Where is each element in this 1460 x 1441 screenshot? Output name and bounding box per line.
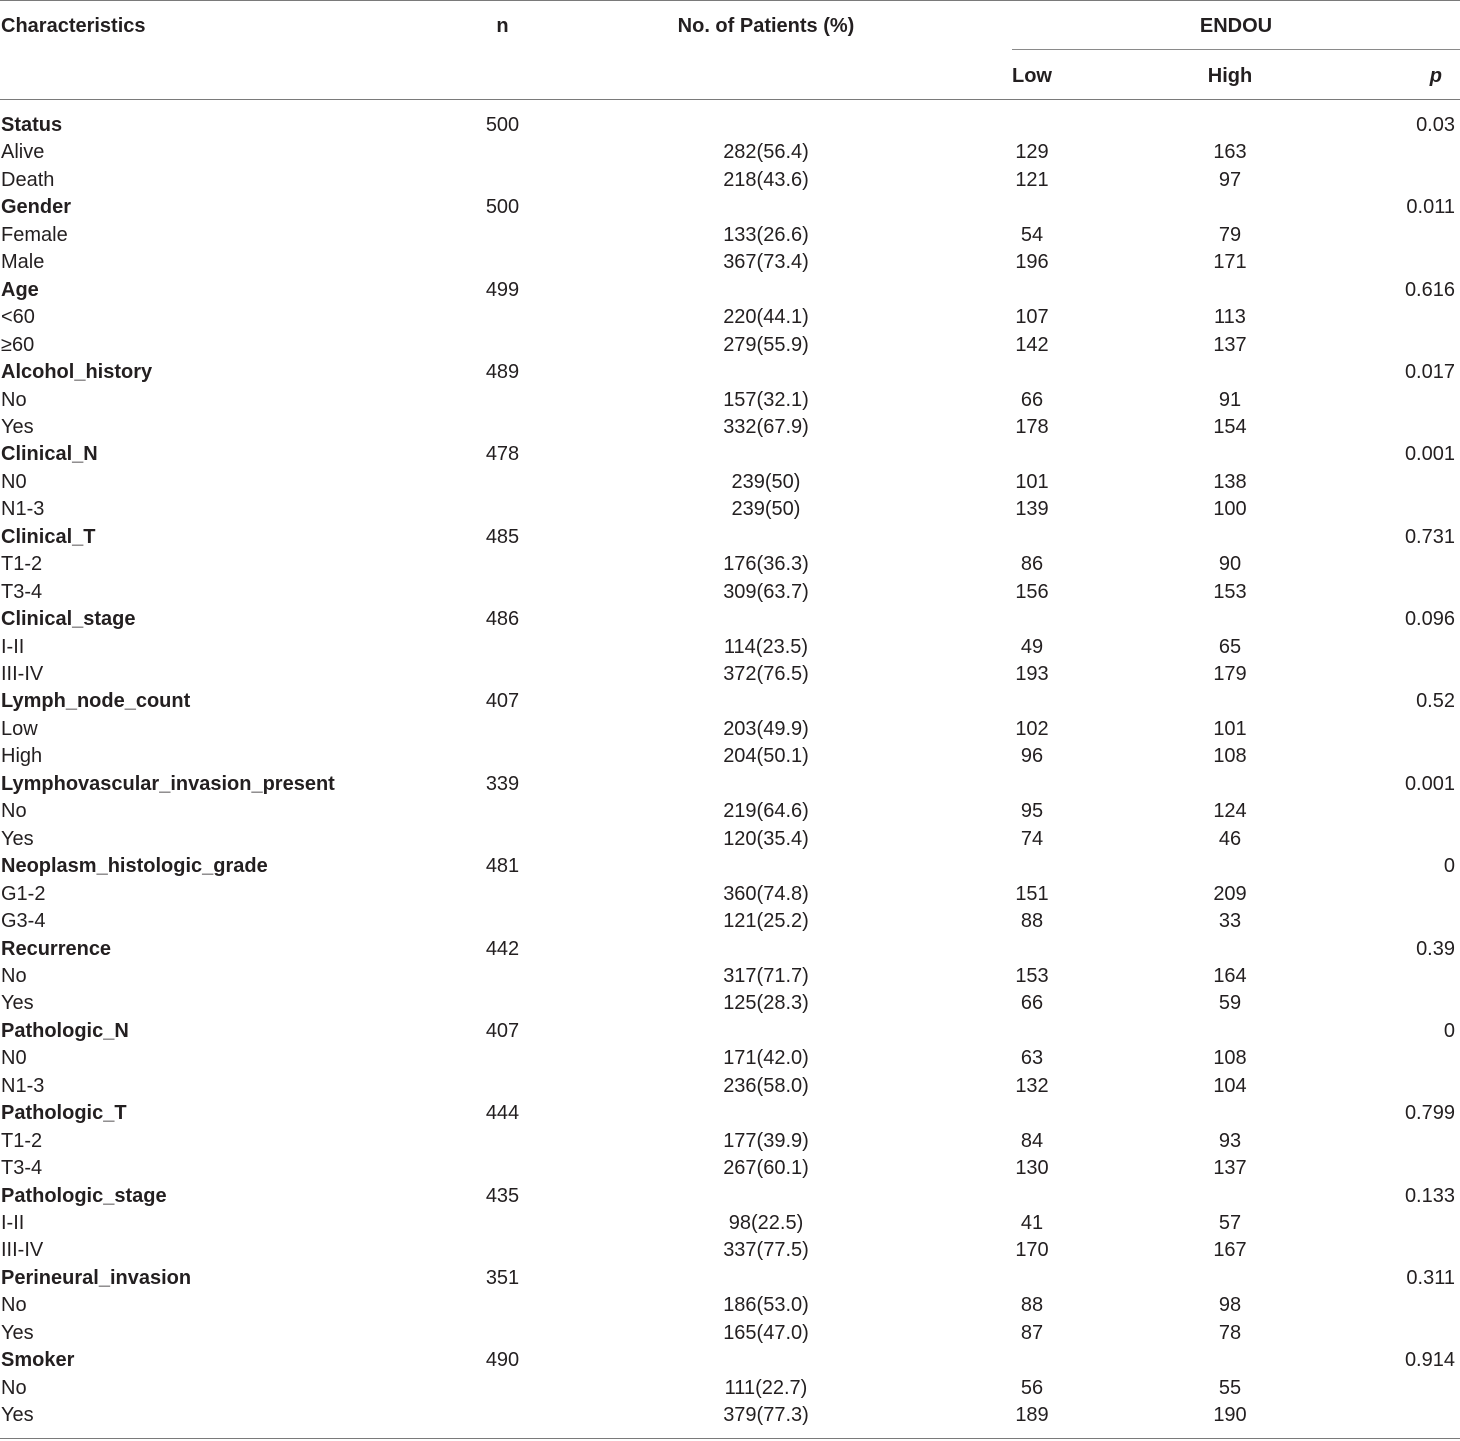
table-row — [0, 1128, 1460, 1156]
table-row — [0, 1045, 1460, 1073]
endou-group-rule — [1012, 49, 1460, 50]
header-p-value: p — [1429, 65, 1442, 87]
cell-endou-high: 163 — [1213, 141, 1247, 164]
cell-endou-low: 63 — [1020, 1047, 1044, 1070]
cell-endou-low: 54 — [1020, 223, 1044, 246]
table-row — [0, 908, 1460, 936]
cell-characteristic: Status — [1, 114, 63, 136]
cell-endou-high: 113 — [1214, 306, 1246, 329]
cell-characteristic: Lymphovascular_invasion_present — [1, 772, 335, 795]
header-patients: No. of Patients (%) — [677, 15, 855, 37]
table-bottom-rule — [0, 1438, 1460, 1439]
cell-endou-high: 153 — [1213, 580, 1247, 603]
table-row — [0, 1375, 1460, 1403]
cell-endou-low: 96 — [1020, 745, 1044, 768]
table-row — [0, 387, 1460, 415]
table-group-row — [0, 1265, 1460, 1293]
cell-characteristic: Pathologic_stage — [1, 1184, 167, 1207]
header-n: n — [496, 15, 509, 37]
cell-characteristic: No — [1, 1294, 27, 1317]
cell-endou-high: 167 — [1213, 1239, 1247, 1262]
cell-n: 478 — [485, 443, 520, 466]
cell-characteristic: Yes — [1, 1321, 34, 1344]
cell-endou-high: 97 — [1218, 168, 1242, 191]
cell-n: 499 — [485, 278, 520, 301]
table-row — [0, 716, 1460, 744]
cell-patients-percent: 219(64.6) — [723, 800, 809, 823]
cell-endou-high: 190 — [1213, 1404, 1247, 1427]
cell-endou-low: 95 — [1020, 800, 1044, 823]
cell-patients-percent: 279(55.9) — [723, 333, 809, 356]
cell-endou-low: 66 — [1020, 388, 1044, 411]
cell-patients-percent: 282(56.4) — [723, 141, 809, 164]
table-group-row — [0, 936, 1460, 964]
cell-p-value: 0.001 — [1404, 772, 1455, 795]
cell-patients-percent: 125(28.3) — [723, 992, 809, 1015]
cell-characteristic: No — [1, 1376, 27, 1399]
cell-p-value: 0.799 — [1404, 1102, 1455, 1125]
cell-patients-percent: 171(42.0) — [723, 1047, 809, 1070]
table-group-row — [0, 1183, 1460, 1211]
table-group-row — [0, 524, 1460, 552]
cell-p-value: 0.311 — [1406, 1266, 1455, 1289]
cell-endou-high: 137 — [1213, 1157, 1247, 1180]
cell-characteristic: Clinical_N — [1, 443, 98, 466]
table-row — [0, 661, 1460, 689]
cell-n: 489 — [485, 361, 520, 384]
cell-patients-percent: 114(23.5) — [723, 635, 809, 658]
cell-characteristic: Age — [1, 278, 39, 301]
cell-endou-high: 154 — [1213, 415, 1247, 438]
cell-endou-high: 46 — [1218, 827, 1242, 850]
cell-characteristic: Recurrence — [1, 937, 112, 960]
cell-endou-high: 98 — [1218, 1294, 1242, 1317]
cell-characteristic: T1-2 — [1, 1129, 43, 1152]
cell-characteristic: Female — [1, 223, 68, 246]
cell-patients-percent: 176(36.3) — [723, 553, 809, 576]
cell-n: 490 — [485, 1349, 520, 1372]
table-group-row — [0, 1100, 1460, 1128]
cell-patients-percent: 239(50) — [731, 470, 801, 493]
cell-patients-percent: 239(50) — [731, 498, 801, 521]
cell-patients-percent: 220(44.1) — [723, 306, 809, 329]
table-row — [0, 826, 1460, 854]
cell-p-value: 0.017 — [1404, 361, 1455, 384]
cell-characteristic: Yes — [1, 827, 34, 850]
cell-n: 351 — [485, 1266, 520, 1289]
table-row — [0, 1320, 1460, 1348]
cell-characteristic: T3-4 — [1, 1157, 43, 1180]
cell-characteristic: Alive — [1, 141, 45, 164]
cell-characteristic: G1-2 — [1, 882, 46, 905]
cell-patients-percent: 267(60.1) — [723, 1157, 809, 1180]
cell-characteristic: Low — [1, 717, 38, 740]
cell-endou-low: 41 — [1020, 1212, 1044, 1234]
table-row — [0, 332, 1460, 360]
cell-patients-percent: 121(25.2) — [723, 910, 809, 933]
cell-patients-percent: 165(47.0) — [723, 1321, 809, 1344]
cell-characteristic: Yes — [1, 1404, 34, 1427]
table-row — [0, 222, 1460, 250]
cell-endou-high: 55 — [1218, 1376, 1242, 1399]
cell-endou-high: 90 — [1218, 553, 1242, 576]
cell-patients-percent: 337(77.5) — [723, 1239, 809, 1262]
cell-endou-high: 57 — [1218, 1212, 1242, 1234]
cell-endou-low: 189 — [1015, 1404, 1049, 1427]
cell-endou-low: 142 — [1015, 333, 1049, 356]
cell-endou-low: 196 — [1015, 251, 1049, 274]
cell-characteristic: III-IV — [1, 663, 44, 685]
cell-endou-low: 88 — [1020, 1294, 1044, 1317]
table-header-rule — [0, 99, 1460, 100]
cell-n: 486 — [485, 608, 520, 631]
table-group-row — [0, 1018, 1460, 1046]
header-high: High — [1207, 65, 1253, 87]
cell-characteristic: Death — [1, 168, 55, 191]
table-group-row — [0, 1347, 1460, 1375]
table-group-row — [0, 441, 1460, 469]
cell-endou-high: 33 — [1218, 910, 1242, 933]
cell-endou-low: 153 — [1015, 964, 1049, 987]
cell-p-value: 0.011 — [1406, 196, 1455, 219]
cell-endou-high: 164 — [1213, 964, 1247, 987]
table-group-row — [0, 194, 1460, 222]
cell-characteristic: Lymph_node_count — [1, 690, 191, 713]
cell-endou-high: 108 — [1213, 745, 1247, 768]
cell-characteristic: Smoker — [1, 1349, 75, 1372]
cell-patients-percent: 157(32.1) — [723, 388, 809, 411]
cell-characteristic: T1-2 — [1, 553, 43, 576]
cell-patients-percent: 379(77.3) — [723, 1404, 809, 1427]
cell-endou-high: 124 — [1213, 800, 1247, 823]
cell-n: 485 — [485, 525, 520, 548]
header-characteristics: Characteristics — [1, 15, 146, 37]
cell-patients-percent: 177(39.9) — [723, 1129, 809, 1152]
cell-n: 500 — [485, 196, 520, 219]
cell-endou-high: 137 — [1213, 333, 1247, 356]
cell-patients-percent: 111(22.7) — [724, 1376, 808, 1399]
cell-characteristic: Clinical_stage — [1, 608, 136, 631]
cell-characteristic: T3-4 — [1, 580, 43, 603]
cell-endou-low: 74 — [1020, 827, 1044, 850]
cell-n: 407 — [485, 690, 520, 713]
table-row — [0, 1210, 1460, 1238]
cell-endou-high: 108 — [1213, 1047, 1247, 1070]
cell-characteristic: <60 — [1, 306, 35, 329]
cell-p-value: 0 — [1443, 855, 1455, 878]
cell-endou-low: 49 — [1020, 635, 1044, 658]
cell-endou-high: 209 — [1213, 882, 1247, 905]
cell-patients-percent: 360(74.8) — [723, 882, 809, 905]
cell-p-value: 0.133 — [1404, 1184, 1455, 1207]
cell-patients-percent: 203(49.9) — [723, 717, 809, 740]
cell-endou-high: 93 — [1218, 1129, 1242, 1152]
table-row — [0, 139, 1460, 167]
cell-characteristic: No — [1, 388, 27, 411]
cell-endou-low: 170 — [1015, 1239, 1049, 1262]
cell-patients-percent: 367(73.4) — [723, 251, 809, 274]
cell-p-value: 0.096 — [1404, 608, 1455, 631]
table-row — [0, 634, 1460, 662]
table-top-rule — [0, 0, 1460, 1]
cell-patients-percent: 218(43.6) — [723, 168, 809, 191]
cell-patients-percent: 98(22.5) — [728, 1212, 804, 1234]
cell-characteristic: G3-4 — [1, 910, 46, 933]
cell-characteristic: I-II — [1, 635, 25, 658]
cell-characteristic: N0 — [1, 1047, 27, 1070]
table-row — [0, 1292, 1460, 1320]
cell-endou-low: 132 — [1015, 1074, 1049, 1097]
table-row — [0, 963, 1460, 991]
cell-n: 339 — [485, 772, 520, 795]
cell-characteristic: Male — [1, 251, 45, 274]
table-group-row — [0, 606, 1460, 634]
table-row — [0, 881, 1460, 909]
cell-characteristic: N1-3 — [1, 1074, 45, 1097]
cell-patients-percent: 372(76.5) — [723, 663, 809, 685]
cell-characteristic: Gender — [1, 196, 72, 219]
table-row — [0, 304, 1460, 332]
cell-characteristic: III-IV — [1, 1239, 44, 1262]
table-row — [0, 990, 1460, 1018]
cell-endou-low: 86 — [1020, 553, 1044, 576]
table-group-row — [0, 771, 1460, 799]
cell-endou-high: 104 — [1213, 1074, 1247, 1097]
table-group-row — [0, 277, 1460, 305]
table-row — [0, 551, 1460, 579]
cell-characteristic: N1-3 — [1, 498, 45, 521]
cell-characteristic: Alcohol_history — [1, 361, 153, 384]
cell-endou-high: 101 — [1213, 717, 1247, 740]
cell-endou-low: 121 — [1015, 168, 1049, 191]
cell-endou-low: 151 — [1015, 882, 1049, 905]
table-group-row — [0, 359, 1460, 387]
cell-n: 435 — [485, 1184, 520, 1207]
table-row — [0, 798, 1460, 826]
cell-n: 500 — [485, 114, 520, 136]
cell-p-value: 0 — [1443, 1019, 1455, 1042]
cell-characteristic: Clinical_T — [1, 525, 96, 548]
cell-n: 442 — [485, 937, 520, 960]
header-endou-group: ENDOU — [1199, 15, 1273, 37]
cell-characteristic: I-II — [1, 1212, 25, 1234]
cell-endou-low: 139 — [1015, 498, 1049, 521]
cell-characteristic: No — [1, 964, 27, 987]
cell-characteristic: Perineural_invasion — [1, 1266, 192, 1289]
cell-endou-low: 101 — [1015, 470, 1049, 493]
table-row — [0, 496, 1460, 524]
cell-characteristic: Pathologic_N — [1, 1019, 129, 1042]
table-row — [0, 249, 1460, 277]
cell-characteristic: Neoplasm_histologic_grade — [1, 855, 268, 878]
table-row — [0, 579, 1460, 607]
cell-endou-low: 87 — [1020, 1321, 1044, 1344]
cell-characteristic: High — [1, 745, 43, 768]
table-row — [0, 1402, 1460, 1430]
cell-characteristic: N0 — [1, 470, 27, 493]
cell-n: 407 — [485, 1019, 520, 1042]
cell-endou-low: 102 — [1015, 717, 1049, 740]
cell-characteristic: Yes — [1, 415, 34, 438]
table-row — [0, 743, 1460, 771]
cell-p-value: 0.731 — [1404, 525, 1455, 548]
cell-endou-high: 59 — [1218, 992, 1242, 1015]
cell-endou-low: 56 — [1020, 1376, 1044, 1399]
cell-endou-low: 193 — [1015, 663, 1049, 685]
cell-patients-percent: 317(71.7) — [723, 964, 809, 987]
cell-patients-percent: 309(63.7) — [723, 580, 809, 603]
cell-endou-high: 171 — [1213, 251, 1247, 274]
cell-endou-high: 79 — [1218, 223, 1242, 246]
cell-characteristic: ≥60 — [1, 333, 35, 356]
table-group-row — [0, 853, 1460, 881]
cell-p-value: 0.52 — [1416, 690, 1455, 713]
cell-endou-high: 179 — [1213, 663, 1247, 685]
cell-characteristic: No — [1, 800, 27, 823]
cell-endou-low: 178 — [1015, 415, 1049, 438]
cell-patients-percent: 204(50.1) — [723, 745, 809, 768]
table-row — [0, 1237, 1460, 1265]
cell-characteristic: Pathologic_T — [1, 1102, 127, 1125]
cell-patients-percent: 332(67.9) — [723, 415, 809, 438]
cell-p-value: 0.03 — [1416, 114, 1455, 136]
table-row — [0, 1155, 1460, 1183]
cell-endou-high: 91 — [1218, 388, 1242, 411]
cell-characteristic: Yes — [1, 992, 34, 1015]
cell-endou-low: 107 — [1015, 306, 1049, 329]
cell-patients-percent: 133(26.6) — [723, 223, 809, 246]
cell-n: 444 — [485, 1102, 520, 1125]
cell-endou-high: 78 — [1218, 1321, 1242, 1344]
cell-endou-low: 66 — [1020, 992, 1044, 1015]
cell-endou-high: 138 — [1213, 470, 1247, 493]
cell-endou-high: 65 — [1218, 635, 1242, 658]
cell-endou-low: 84 — [1020, 1129, 1044, 1152]
table-group-row — [0, 112, 1460, 140]
cell-n: 481 — [485, 855, 520, 878]
cell-endou-low: 129 — [1015, 141, 1049, 164]
cell-patients-percent: 120(35.4) — [723, 827, 809, 850]
table-row — [0, 469, 1460, 497]
table-row — [0, 414, 1460, 442]
cell-endou-low: 88 — [1020, 910, 1044, 933]
table-row — [0, 167, 1460, 195]
table-group-row — [0, 688, 1460, 716]
cell-endou-high: 100 — [1213, 498, 1247, 521]
cell-endou-low: 130 — [1015, 1157, 1049, 1180]
table-row — [0, 1073, 1460, 1101]
cell-patients-percent: 236(58.0) — [723, 1074, 809, 1097]
cell-p-value: 0.914 — [1404, 1349, 1455, 1372]
cell-endou-low: 156 — [1015, 580, 1049, 603]
header-low: Low — [1012, 65, 1052, 87]
cell-patients-percent: 186(53.0) — [723, 1294, 809, 1317]
cell-p-value: 0.001 — [1404, 443, 1455, 466]
cell-p-value: 0.616 — [1404, 278, 1455, 301]
cell-p-value: 0.39 — [1416, 937, 1455, 960]
